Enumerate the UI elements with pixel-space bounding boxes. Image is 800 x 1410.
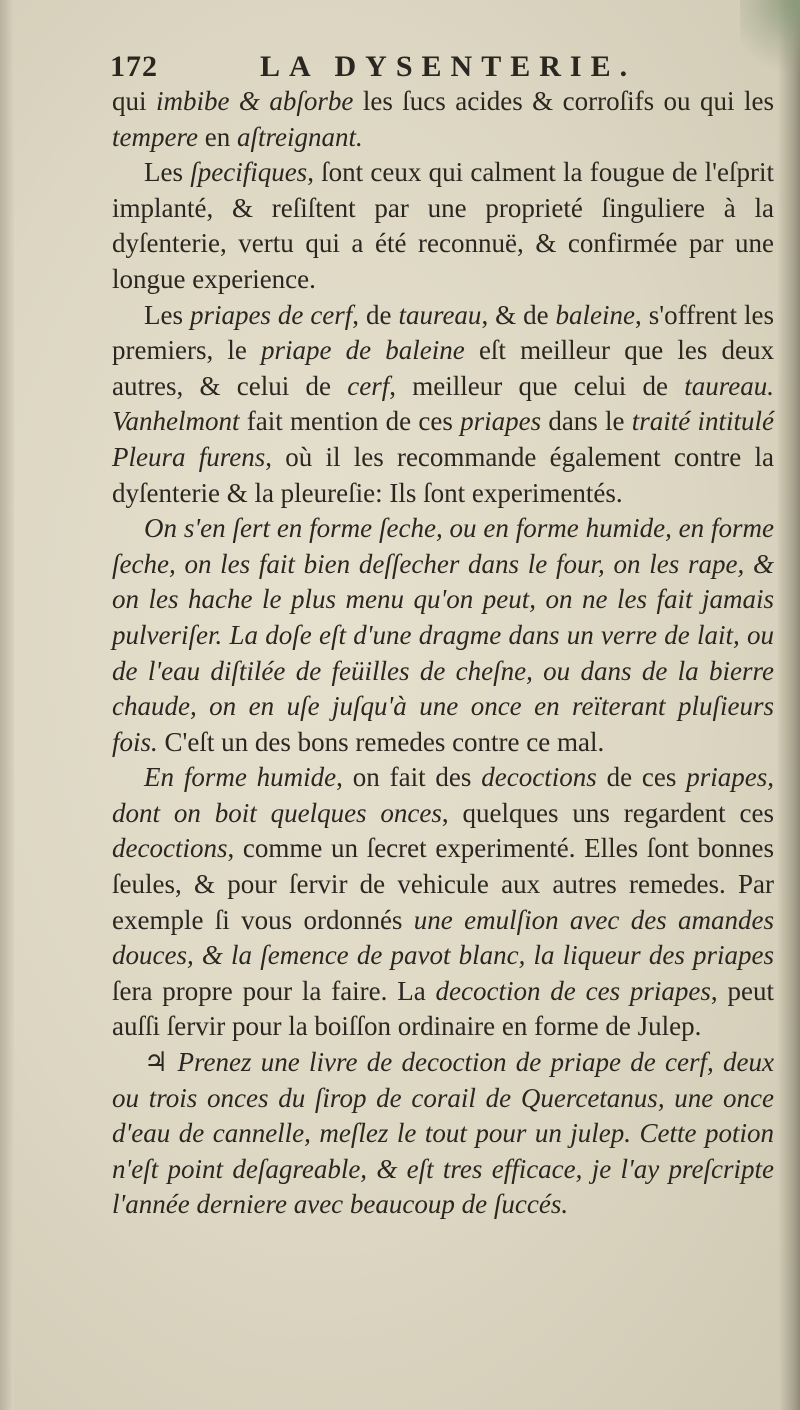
text-run: , ſont ceux qui calment la fougue de l'eſprit implanté, & reſiſtent par une proprieté ſinguliere à la dyſenterie, vertu qui a été reconnuë, & confirmée par une longue experience. [112, 157, 775, 294]
text-run: decoctions [481, 762, 597, 793]
text-run: , on fait des [336, 762, 482, 793]
paragraph-forme-seche [112, 511, 774, 760]
text-run: , où il les recommande également contre la dyſenterie & la pleureſie: Ils ſont experimentés. [112, 441, 775, 508]
text-run: les ſucs acides & corroſifs ou qui les [353, 86, 774, 116]
text-run: ♃ Prenez une livre de decoction de priape de cerf, deux ou trois onces du ſirop de corail de Quercetanus, une once d'eau de cannelle, meſlez le tout pour un julep. Cette potion n'eſt point deſagreable, & eſt tres efficace, je l'ay preſcripte l'année derniere avec beaucoup de ſuccés. [112, 1047, 774, 1220]
text-run: imbibe & abſorbe [155, 86, 354, 116]
paragraph-recipe [112, 1045, 774, 1223]
text-run: qui [112, 86, 156, 116]
text-run: On s'en ſert en forme ſeche, ou en forme humide, en forme ſeche, on les fait bien deſſecher dans le four, on les rape, & on les hache le plus menu qu'on peut, on ne les fait jamais pulveriſer. La doſe eſt d'une dragme dans un verre de lait, ou de l'eau diſtilée de feüilles de cheſne, ou dans de la bierre chaude, on en uſe juſqu'à une once en reïterant pluſieurs fois. [112, 513, 774, 757]
text-run: une emulſion avec des amandes douces, & la ſemence de pavot blanc, la liqueur des priapes [112, 904, 775, 971]
text-run: decoction de ces priapes [435, 975, 711, 1006]
text-run: en [197, 121, 237, 152]
text-run: , peut auſſi ſervir pour la boiſſon ordinaire en forme de Julep. [112, 975, 774, 1042]
text-run: traité intitulé Pleura furens [112, 406, 774, 472]
text-run: taureau [398, 299, 482, 330]
text-run: de ces [596, 762, 687, 793]
text-run: , & de [481, 299, 556, 330]
page-right-edge [778, 0, 800, 1410]
paragraph-forme-humide [112, 760, 774, 1045]
text-run: priapes de cerf [189, 299, 353, 330]
text-run: priapes [460, 406, 542, 437]
text-run: ſpecifiques [190, 157, 308, 188]
page-number: 172 [110, 50, 158, 83]
text-run: dans le [541, 406, 632, 437]
text-run: tempere [112, 121, 198, 152]
text-run: taureau. Vanhelmont [112, 370, 774, 437]
paragraph-continuation [112, 84, 774, 155]
running-title: LA DYSENTERIE. [260, 50, 637, 83]
text-run: , meilleur que celui de [389, 370, 685, 401]
text-run: , de [352, 299, 399, 330]
body-text [112, 84, 774, 1223]
text-run: Les [144, 299, 190, 330]
text-run: , quelques uns regardent ces [441, 797, 774, 828]
text-run: eſt meilleur que les deux autres, & celui de [112, 335, 774, 401]
text-run: decoctions [112, 833, 228, 864]
text-run: C'eſt un des bons remedes contre ce mal. [157, 726, 605, 757]
text-run: En forme humide [144, 762, 337, 793]
text-run: priape de baleine [261, 335, 465, 366]
text-run: cerf [347, 370, 390, 401]
text-run: ſera propre pour la faire. La [112, 975, 436, 1006]
text-run: , comme un ſecret experimenté. Elles ſont bonnes ſeules, & pour ſervir de vehicule aux autres remedes. Par exemple ſi vous ordonnés [112, 833, 774, 935]
text-run: Les [144, 157, 191, 188]
paragraph-specifiques [112, 155, 774, 297]
text-run: baleine [555, 299, 636, 330]
text-run: , s'offrent les premiers, le [112, 299, 774, 366]
page-left-edge [0, 0, 14, 1410]
text-run: priapes, dont on boit quelques onces [112, 762, 774, 828]
text-run: fait mention de ces [239, 406, 461, 437]
paragraph-priapes [112, 298, 774, 512]
text-run: aſtreignant. [236, 121, 363, 152]
